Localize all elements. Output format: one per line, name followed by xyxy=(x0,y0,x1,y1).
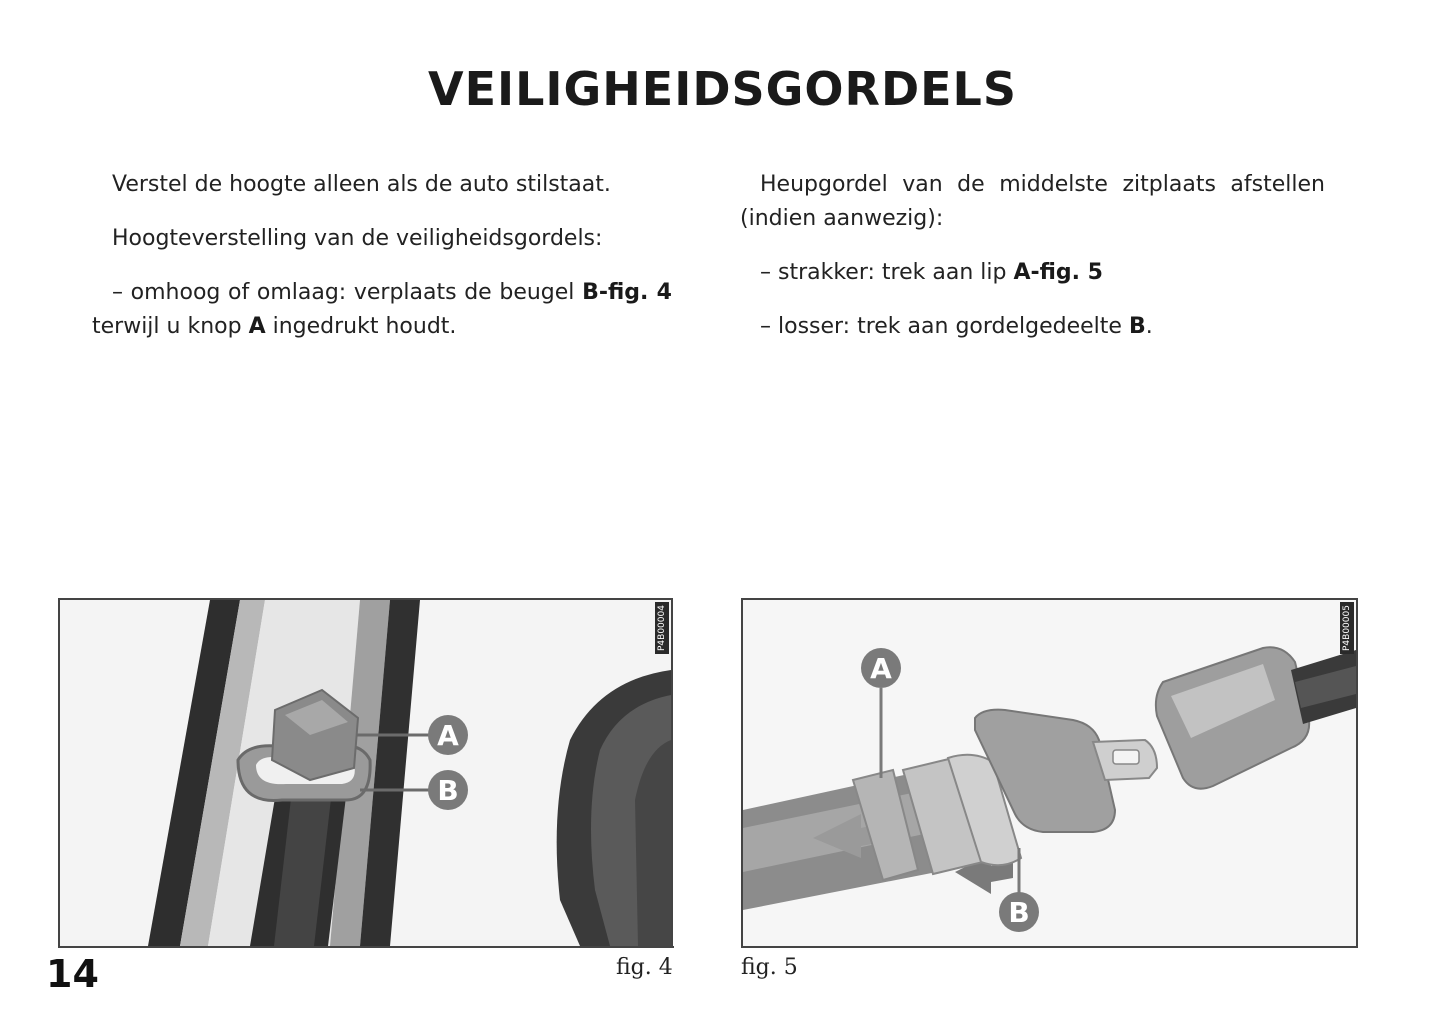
right-paragraph-1: Heupgordel van de middelste zitplaats afstellen (indien aanwezig): xyxy=(740,172,1325,231)
figure-4-label-b: B xyxy=(437,774,459,807)
right-paragraph-2 xyxy=(740,256,1325,290)
figure-4-code: P4B00004 xyxy=(655,602,669,654)
figure-5 xyxy=(741,598,1358,948)
left-paragraph-2: Hoogteverstelling van de veiligheidsgordels: xyxy=(112,226,603,251)
right-text-column xyxy=(740,168,1325,364)
left-p3-post: ingedrukt houdt. xyxy=(265,314,457,339)
right-p2-pre: – strakker: trek aan lip xyxy=(760,260,1014,285)
left-p3-figure-ref: B-fig. 4 xyxy=(582,280,672,305)
left-paragraph-3 xyxy=(92,276,672,344)
figure-4-caption: fig. 4 xyxy=(616,955,673,980)
right-paragraph-3 xyxy=(740,310,1325,344)
figure-4 xyxy=(58,598,673,948)
figure-4-baseline xyxy=(126,946,674,948)
figure-5-code: P4B00005 xyxy=(1340,602,1354,654)
right-p3-post: . xyxy=(1145,314,1153,339)
page-number: 14 xyxy=(46,952,99,996)
left-text-column xyxy=(92,168,672,364)
right-p2-figure-ref: A-fig. 5 xyxy=(1013,260,1103,285)
figure-5-caption: fig. 5 xyxy=(741,955,798,980)
figure-5-illustration xyxy=(743,600,1356,946)
figure-5-label-a: A xyxy=(870,652,892,685)
page-title: VEILIGHEIDSGORDELS xyxy=(427,62,1017,116)
figure-5-label-b: B xyxy=(1008,896,1030,929)
right-p3-key: B xyxy=(1128,314,1146,339)
figure-4-label-a: A xyxy=(437,719,459,752)
left-paragraph-1: Verstel de hoogte alleen als de auto stilstaat. xyxy=(112,172,611,197)
left-p3-mid: terwijl u knop xyxy=(92,314,249,339)
left-p3-key: A xyxy=(248,314,266,339)
left-p3-pre: – omhoog of omlaag: verplaats de beugel xyxy=(112,280,583,305)
figure-4-illustration xyxy=(60,600,671,946)
right-p3-pre: – losser: trek aan gordelgedeelte xyxy=(760,314,1129,339)
